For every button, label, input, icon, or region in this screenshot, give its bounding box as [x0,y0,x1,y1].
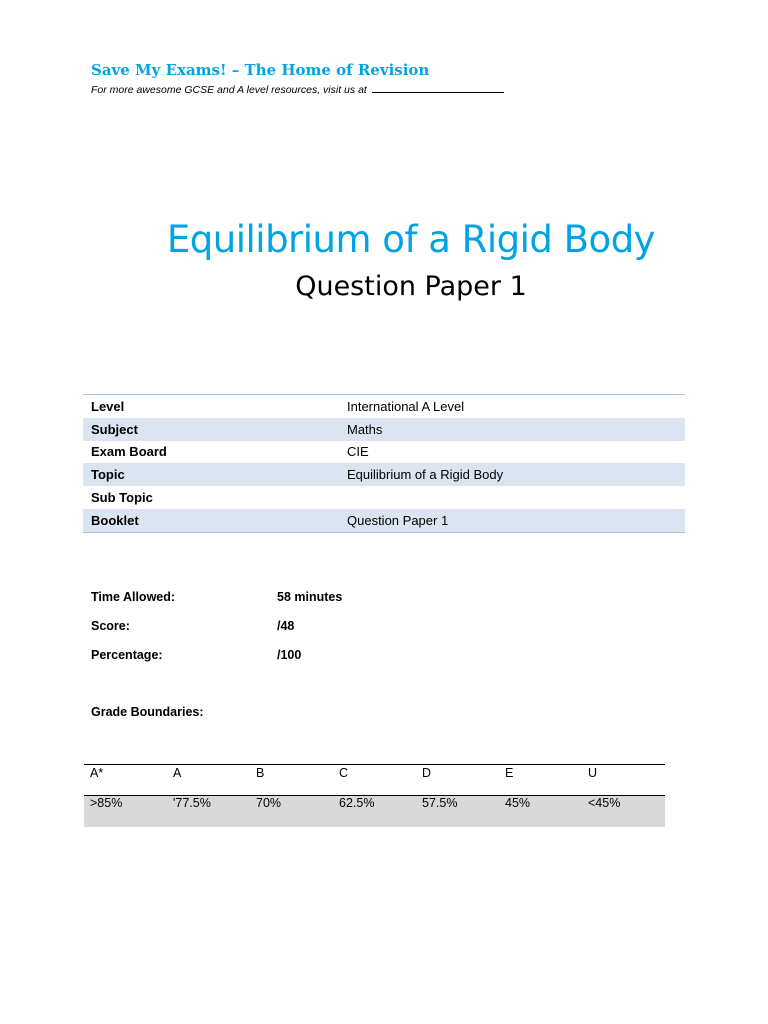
info-row-sub-topic [83,486,685,509]
document-title: Equilibrium of a Rigid Body [166,218,656,261]
meta-key: Score: [91,619,130,633]
brand-tagline [91,82,504,96]
grade-header: D [422,766,432,780]
grade-header-row [84,765,665,796]
grade-header: U [588,766,598,780]
info-key: Exam Board [91,444,167,460]
meta-row-time [91,590,342,619]
meta-value: 58 minutes [277,590,343,604]
info-value: Equilibrium of a Rigid Body [347,467,504,483]
info-value: CIE [347,444,369,460]
meta-key: Time Allowed: [91,590,176,604]
url-blank-line [372,82,504,93]
tagline-text: For more awesome GCSE and A level resources, visit us at [91,84,367,96]
info-key: Topic [91,467,125,483]
grade-header: C [339,766,349,780]
meta-value: /48 [277,619,295,633]
info-value: Question Paper 1 [347,512,449,528]
brand-title: Save My Exams! – The Home of Revision [91,61,430,79]
meta-key: Percentage: [91,648,163,662]
meta-row-percentage [91,648,342,677]
info-key: Booklet [91,512,139,528]
grade-value: 57.5% [422,796,458,810]
info-row-topic [83,463,685,486]
info-key: Subject [91,421,138,437]
meta-value: /100 [277,648,302,662]
info-value: International A Level [347,398,465,414]
info-table [83,394,685,533]
grade-boundaries-table [84,764,665,827]
info-key: Sub Topic [91,490,153,506]
meta-row-score [91,619,342,648]
grade-value: <45% [588,796,621,810]
info-row-level [83,395,685,418]
grade-value: 62.5% [339,796,375,810]
info-row-booklet [83,509,685,532]
info-key: Level [91,398,125,414]
grade-header: A* [90,766,104,780]
grade-boundaries-label: Grade Boundaries: [91,705,204,719]
info-value: Maths [347,421,383,437]
grade-header: E [505,766,514,780]
grade-value: 45% [505,796,531,810]
info-row-exam-board [83,441,685,464]
grade-value: 70% [256,796,282,810]
grade-header: B [256,766,265,780]
document-subtitle: Question Paper 1 [295,271,527,302]
grade-value: '77.5% [173,796,211,810]
grade-value: >85% [90,796,123,810]
exam-meta [91,590,342,677]
grade-header: A [173,766,182,780]
info-row-subject [83,418,685,441]
grade-values-row [84,796,665,827]
